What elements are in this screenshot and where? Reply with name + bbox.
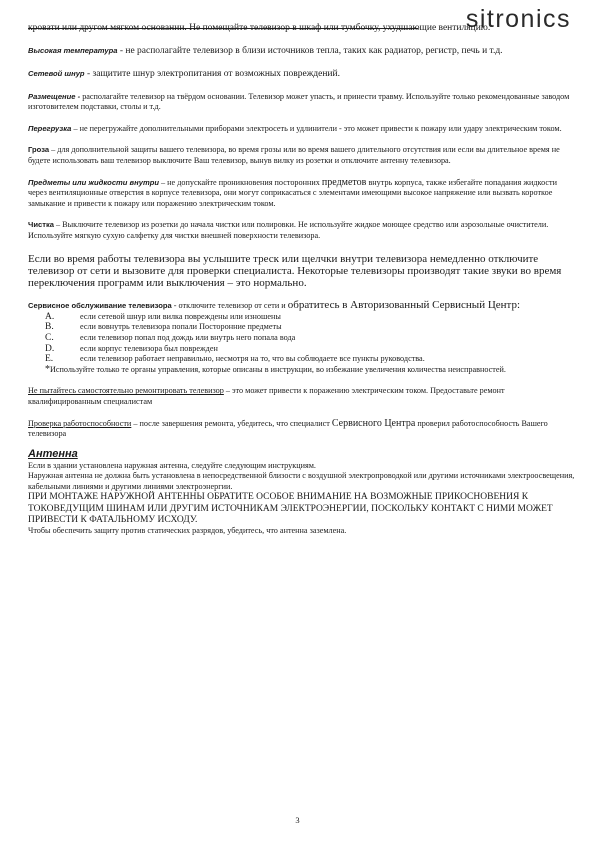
storm-paragraph	[28, 145, 576, 166]
cleaning-term: Чистка	[28, 220, 54, 230]
storm-term: Гроза	[28, 145, 50, 155]
check-text-b: проверил работоспособность Вашего телевизора	[28, 418, 548, 439]
service-text-b: обратитесь в Авторизованный Сервисный Центр:	[287, 299, 521, 312]
list-marker: E.	[45, 354, 54, 365]
list-item	[28, 333, 576, 344]
service-text-a: - отключите телевизор от сети и	[171, 301, 288, 311]
list-text: если корпус телевизора был поврежден	[80, 343, 218, 353]
heat-text: - не располагайте телевизор в близи источников тепла, таких как радиатор, регистр, печь и т.д.	[117, 46, 503, 57]
crackle-paragraph: Если во время работы телевизора вы услышите треск или щелчки внутри телевизора немедленно отключите телевизор от сети и вызовите для проверки специалиста. Некоторые телевизоры производят такие звуки во время переключения программ или выключения – это нормально.	[28, 252, 562, 289]
page-number: 3	[295, 815, 300, 825]
heat-paragraph	[28, 45, 576, 57]
brand-logo: sitronics	[465, 5, 571, 33]
list-item	[28, 312, 576, 323]
cord-text: - защитите шнур электропитания от возможных повреждений.	[84, 69, 340, 80]
antenna-p4: Чтобы обеспечить защиту против статических разрядов, убедитесь, что антенна заземлена.	[28, 526, 347, 536]
cord-term: Сетевой шнур	[28, 69, 85, 79]
placement-text: располагайте телевизор на твёрдом основании. Телевизор может упасть, и принести травму. Используйте только рекомендованные заводом изготовителем подставки, столы и т.д.	[28, 91, 570, 112]
list-marker: D.	[45, 343, 55, 354]
intro-paragraph: кровати или другом мягком основании. Не помещайте телевизор в шкаф или тумбочку, ухудшающие вентиляцию.	[28, 23, 491, 33]
repair-paragraph	[28, 386, 576, 407]
heat-term: Высокая температура	[28, 46, 118, 56]
antenna-p2: Наружная антенна не должна быть установлена в непосредственной близости с воздушной электропроводкой или другими источниками электроосвещения, кабельными линиями и другими линиями электроэнергии.	[28, 471, 575, 491]
list-marker: A.	[45, 311, 55, 322]
service-term: Сервисное обслуживание телевизора	[28, 301, 172, 311]
cord-paragraph	[28, 68, 576, 80]
overload-paragraph	[28, 124, 576, 135]
antenna-p1: Если в здании установлена наружная антенна, следуйте следующим инструкциям.	[28, 460, 316, 470]
list-item	[28, 354, 576, 365]
note-text: Используйте только те органы управления, которые описаны в инструкции, во избежание увеличения количества неисправностей.	[50, 364, 506, 374]
objects-word: предметов	[321, 176, 367, 188]
service-list	[28, 312, 576, 365]
antenna-warning: ПРИ МОНТАЖЕ НАРУЖНОЙ АНТЕННЫ ОБРАТИТЕ ОСОБОЕ ВНИМАНИЕ НА ВОЗМОЖНЫЕ ПРИКОСНОВЕНИЯ К ТОКОВЕДУЩИМ ШИНАМ ИЛИ ДРУГИМ ИСТОЧНИКАМ ЭЛЕКТРОЭНЕРГИИ, ПОСКОЛЬКУ КОНТАКТ С НИМИ МОЖЕТ ПРИВЕСТИ К ФАТАЛЬНОМУ ИСХОДУ.	[28, 492, 553, 525]
repair-text: – это может привести к поражению электрическим током. Предоставьте ремонт квалифицированным специалистам	[28, 386, 505, 406]
service-paragraph	[28, 300, 576, 312]
list-marker: B.	[45, 322, 54, 333]
service-note	[28, 365, 576, 376]
list-text: если сетевой шнур или вилка повреждены или изношены	[80, 311, 281, 321]
overload-text: – не перегружайте дополнительными приборами электросеть и удлинители - это может привести к пожару или удару электрическим током.	[71, 123, 562, 133]
check-text-a: – после завершения ремонта, убедитесь, что специалист	[131, 418, 332, 428]
check-word: Сервисного Центра	[331, 417, 416, 429]
check-paragraph	[28, 419, 576, 440]
placement-term: Размещение -	[28, 91, 81, 101]
list-marker: C.	[45, 332, 54, 343]
list-text: если телевизор работает неправильно, несмотря на то, что вы соблюдаете все пункты руководства.	[80, 354, 425, 364]
list-item	[28, 344, 576, 355]
repair-warning: Не пытайтесь самостоятельно ремонтировать телевизор	[28, 386, 224, 396]
check-heading: Проверка работоспособности	[28, 418, 132, 428]
overload-term: Перегрузка	[28, 123, 72, 133]
list-text: если вовнутрь телевизора попали Посторонние предметы	[80, 322, 282, 332]
objects-text-b: внутрь корпуса, также избегайте попадания жидкости через вентиляционные отверстия в корпусе телевизора, они могут соприкасаться с элементами имеющими высокое напряжение или вызвать короткое замыкание и привести к пожару или поражению электрическим током.	[28, 177, 558, 208]
list-text: если телевизор попал под дождь или внутрь него попала вода	[80, 332, 296, 342]
objects-term: Предметы или жидкости внутри	[28, 177, 159, 187]
note-mark: *	[45, 363, 50, 375]
antenna-title: Антенна	[28, 447, 78, 460]
cleaning-text: – Выключите телевизор из розетки до начала чистки или полировки. Не используйте жидкое моющее средство или аэрозольные очистители. Используйте мягкую сухую салфетку для чистки внешней поверхности телевизора.	[28, 220, 549, 240]
storm-text: – для дополнительной защиты вашего телевизора, во время грозы или во время вашего длительного отсутствия или если вы длительное время не будете использовать ваш телевизор выключите Ваш телевизор, вынув вилку из розетки и отключите антенну телевизора.	[28, 145, 560, 165]
list-item	[28, 322, 576, 333]
objects-paragraph	[28, 178, 576, 210]
objects-text-a: – не допускайте проникновения посторонних	[158, 177, 322, 187]
placement-paragraph	[28, 92, 576, 113]
cleaning-paragraph	[28, 220, 576, 241]
page-content	[28, 23, 576, 537]
